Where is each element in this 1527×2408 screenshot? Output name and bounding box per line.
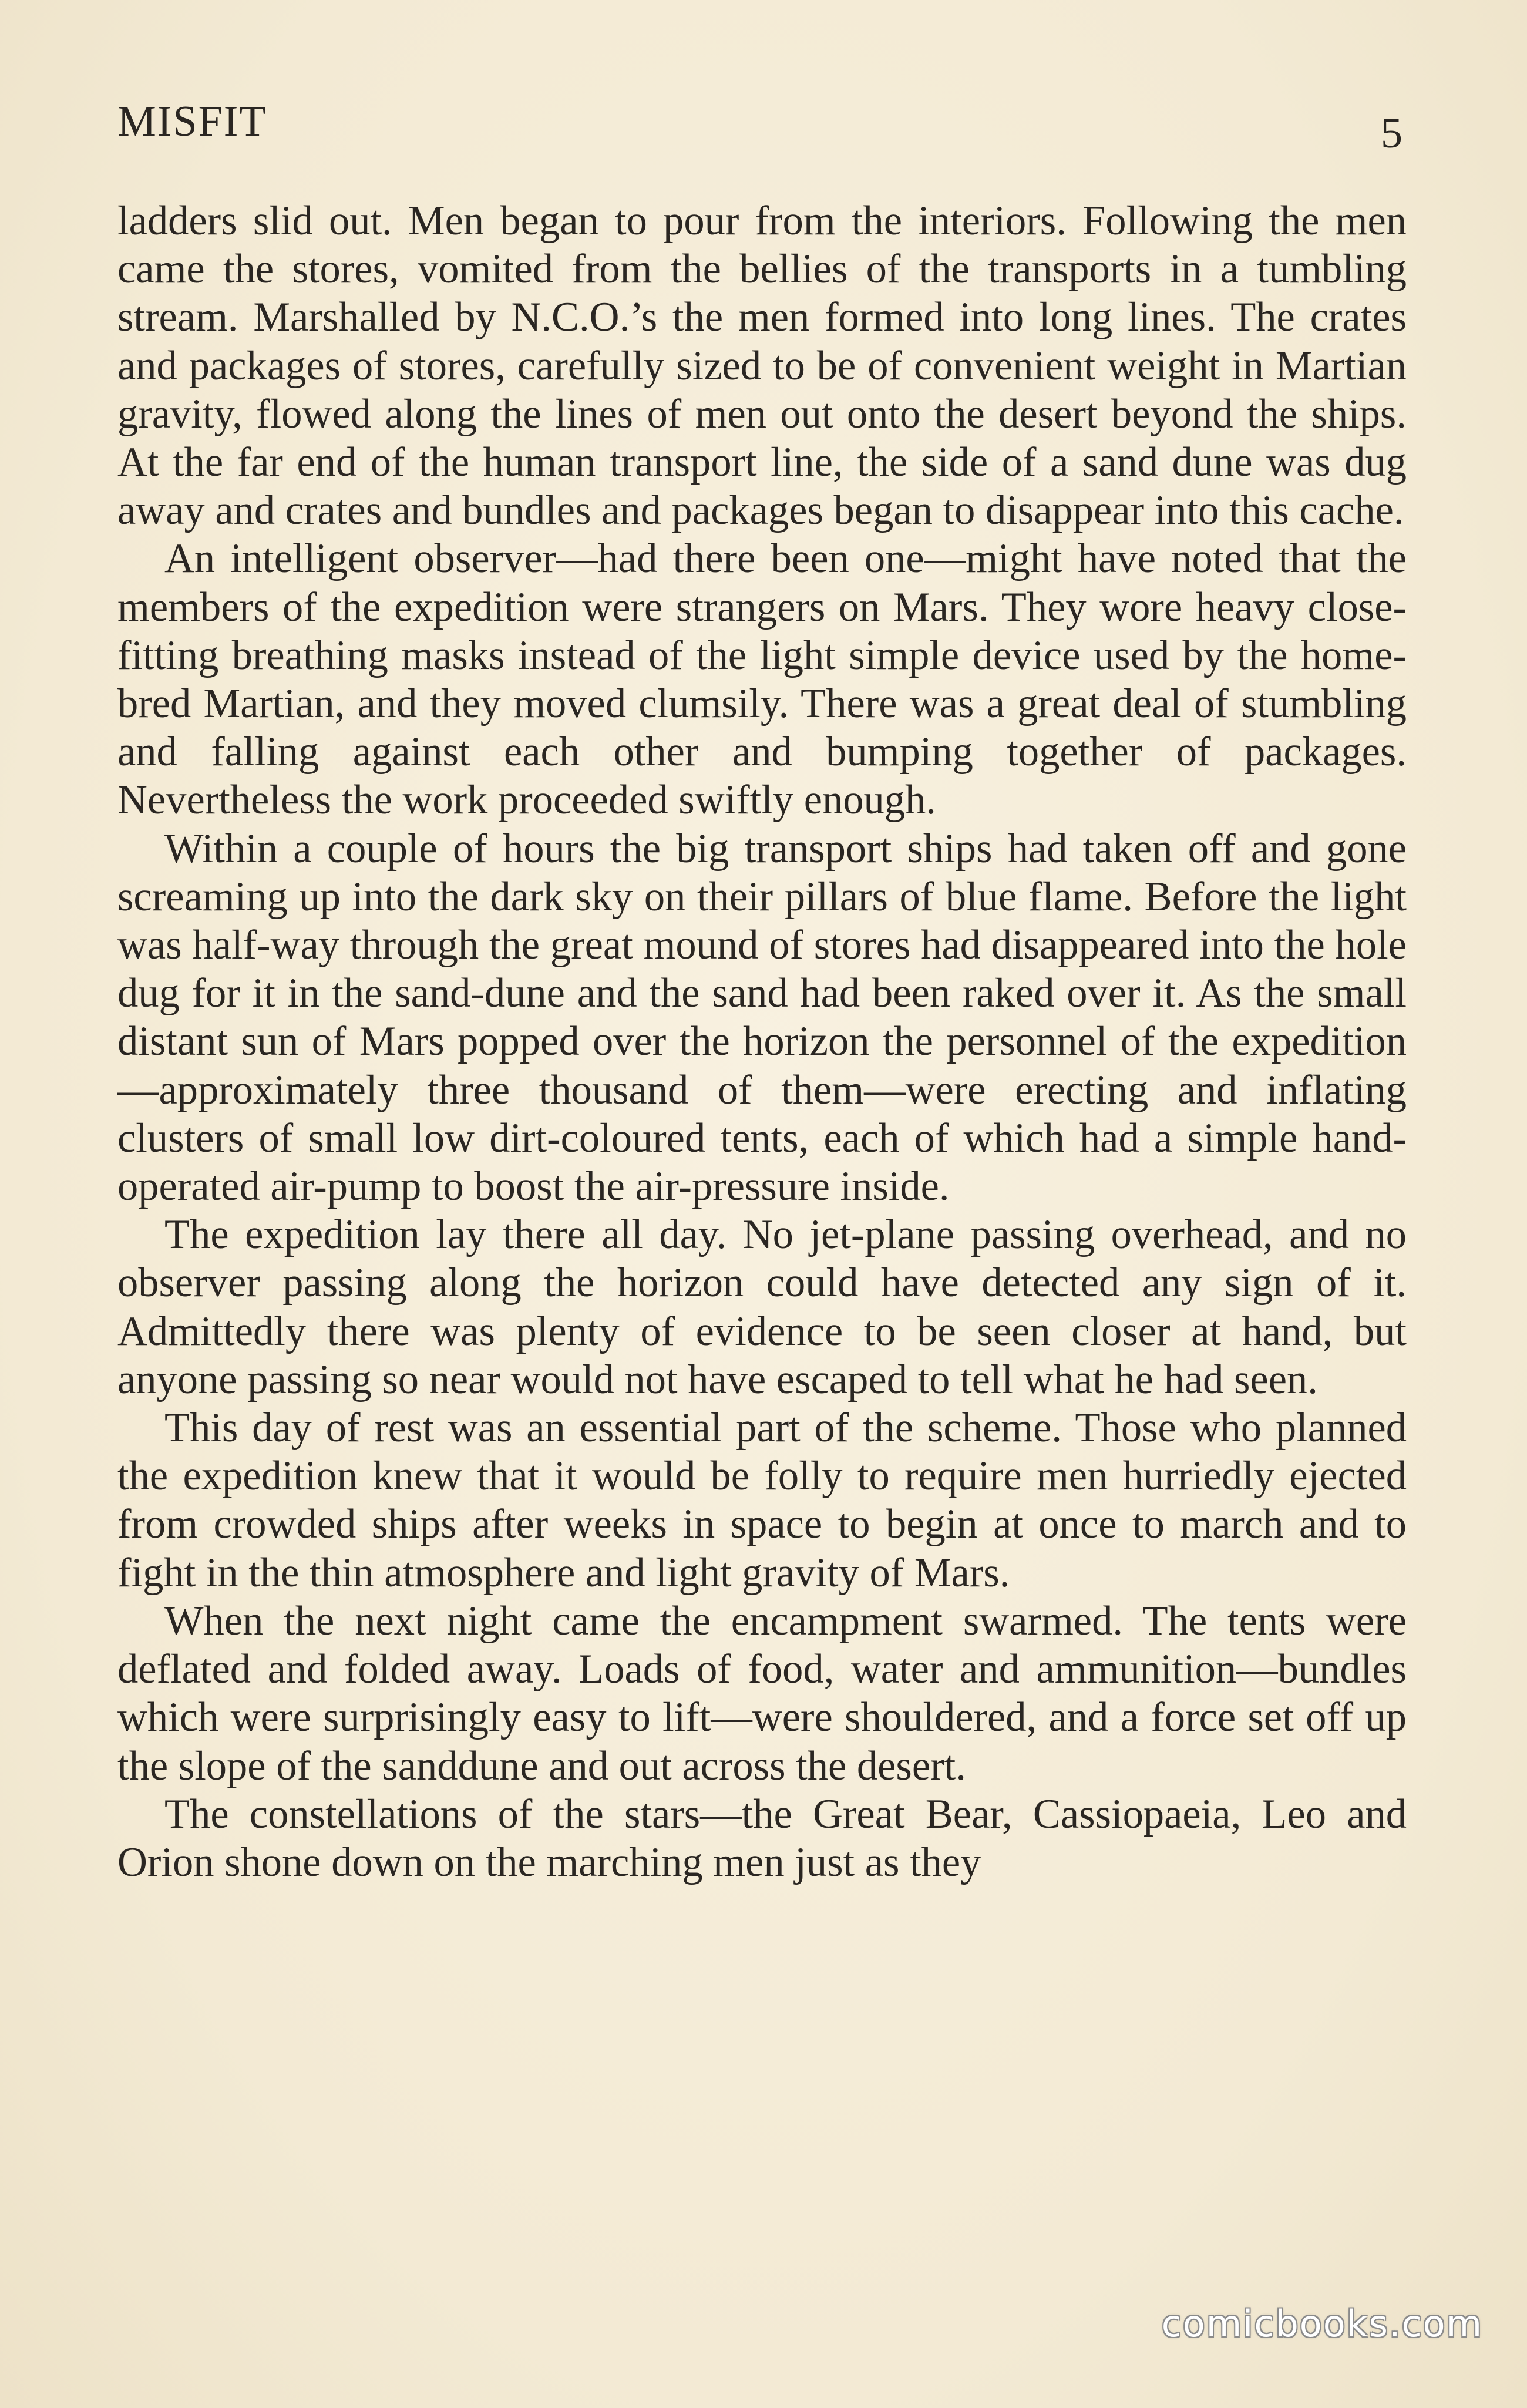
running-title: MISFIT: [117, 97, 267, 146]
running-head: [117, 97, 1410, 157]
paragraph-4: The expedition lay there all day. No jet-plane passing overhead, and no observer passing along the horizon could have detected any sign of it. Admittedly there was plenty of evidence to be seen closer at hand, but anyone passing so near would not have escaped to tell what he had seen.: [117, 1212, 1407, 1403]
paragraph-7: The constellations of the stars—the Great Bear, Cassiopaeia, Leo and Orion shone down on the marching men just as they: [117, 1791, 1407, 1885]
body-text: [117, 197, 1407, 1886]
site-watermark: comicbooks.com: [1161, 2302, 1483, 2345]
paragraph-1: ladders slid out. Men began to pour from the interiors. Following the men came the stores, vomited from the bellies of the transports in a tumbling stream. Marshalled by N.C.O.’s the men formed into long lines. The crates and packages of stores, carefully sized to be of convenient weight in Martian gravity, flowed along the lines of men out onto the desert beyond the ships. At the far end of the human transport line, the side of a sand dune was dug away and crates and bundles and packages began to disappear into this cache.: [117, 198, 1407, 534]
paragraph-5: This day of rest was an essential part of the scheme. Those who planned the expedition knew that it would be folly to require men hurriedly ejected from crowded ships after weeks in space to begin at once to march and to fight in the thin atmosphere and light gravity of Mars.: [117, 1405, 1407, 1596]
page-number: 5: [1381, 109, 1404, 157]
paragraph-2: An intelligent observer—had there been one—might have noted that the members of the expedition were strangers on Mars. They wore heavy close-fitting breathing masks instead of the light simple device used by the home-bred Martian, and they moved clumsily. There was a great deal of stumbling and falling against each other and bumping together of packages. Nevertheless the work proceeded swiftly enough.: [117, 536, 1407, 823]
paragraph-3: Within a couple of hours the big transport ships had taken off and gone screaming up into the dark sky on their pillars of blue flame. Before the light was half-way through the great mound of stores had disappeared into the hole dug for it in the sand-dune and the sand had been raked over it. As the small distant sun of Mars popped over the horizon the personnel of the expedition—approximately three thousand of them—were erecting and inflating clusters of small low dirt-coloured tents, each of which had a simple hand-operated air-pump to boost the air-pressure inside.: [117, 825, 1407, 1210]
paragraph-6: When the next night came the encampment swarmed. The tents were deflated and folded away. Loads of food, water and ammunition—bundles which were surprisingly easy to lift—were shouldered, and a force set off up the slope of the sanddune and out across the desert.: [117, 1598, 1407, 1789]
